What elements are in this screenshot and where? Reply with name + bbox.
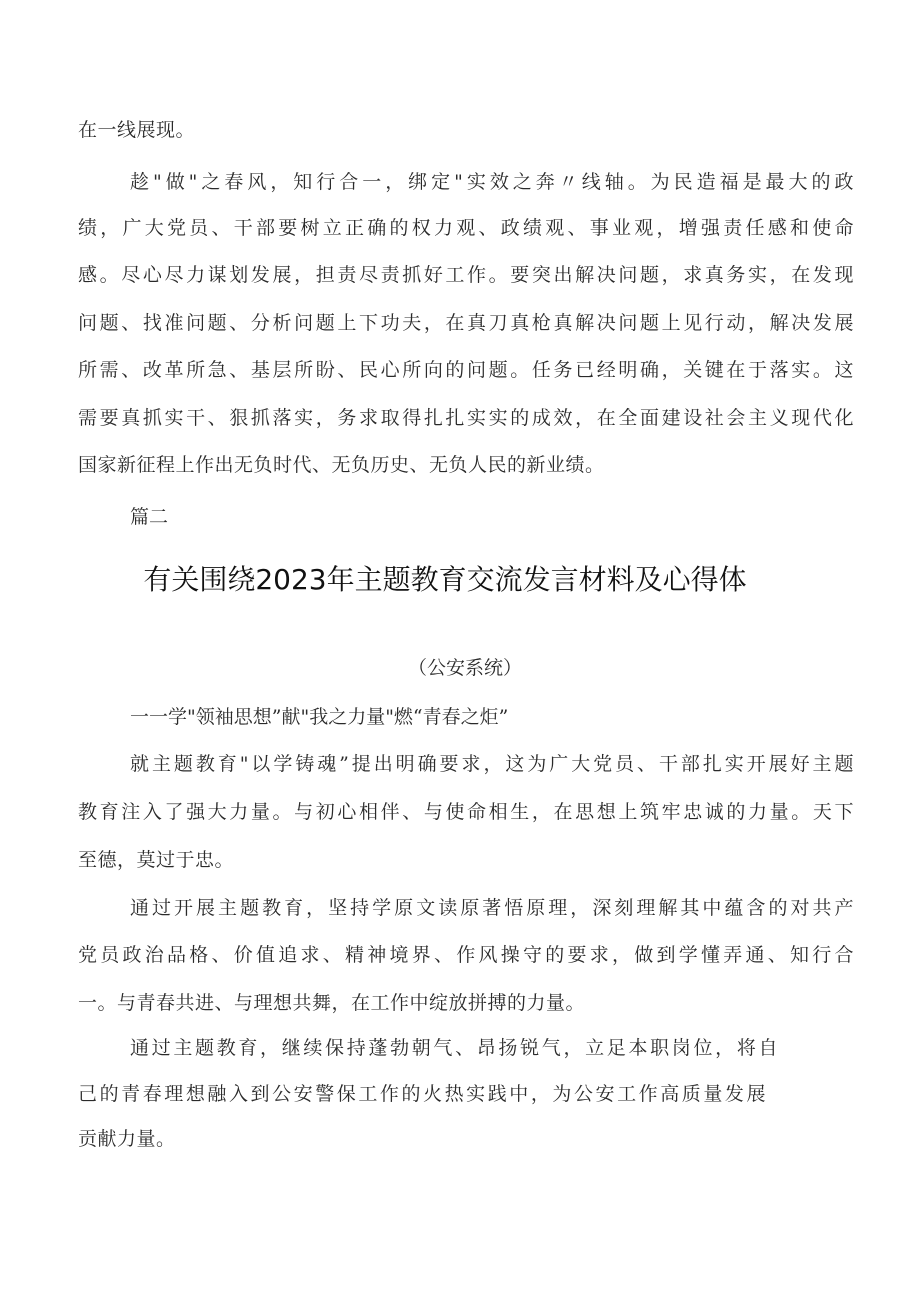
para1-line-5: 所需、改革所急、基层所盼、民心所向的问题。任务已经明确，关键在于落实。这 — [78, 359, 854, 381]
para3-line-2: 党员政治品格、价值追求、精神境界、作风操守的要求，做到学懂弄通、知行合 — [78, 944, 854, 966]
para1-line-2: 绩，广大党员、干部要树立正确的权力观、政绩观、事业观，增强责任感和使命 — [78, 217, 854, 239]
para2-line-1: 就主题教育"以学铸魂”提出明确要求，这为广大党员、干部扎实开展好主题 — [130, 753, 854, 775]
section-heading: 一一学"领袖思想”献"我之力量"燃“青春之炬” — [130, 706, 509, 728]
para1-line-7: 国家新征程上作出无负时代、无负历史、无负人民的新业绩。 — [78, 454, 605, 476]
para3-line-3: 一。与青春共进、与理想共舞，在工作中绽放拼搏的力量。 — [78, 992, 586, 1014]
para1-line-3: 感。尽心尽力谋划发展，担责尽责抓好工作。要突出解决问题，求真务实，在发现 — [78, 264, 854, 286]
para4-line-3: 贡献力量。 — [78, 1128, 176, 1150]
para4-line-2: 己的青春理想融入到公安警保工作的火热实践中，为公安工作高质量发展 — [78, 1083, 766, 1105]
para1-line-4: 问题、找准问题、分析问题上下功夫，在真刀真枪真解决问题上见行动，解决发展 — [78, 312, 854, 334]
para2-line-3: 至德，莫过于忠。 — [78, 849, 235, 871]
document-title: 有关围绕2023年主题教育交流发言材料及心得体 — [143, 563, 747, 596]
document-subtitle: （公安系统） — [407, 657, 522, 679]
para1-line-6: 需要真抓实干、狠抓落实，务求取得扎扎实实的成效，在全面建设社会主义现代化 — [78, 407, 854, 429]
section-label: 篇二 — [130, 506, 169, 528]
para1-line-1: 趁"做"之春风，知行合一，绑定"实效之奔〃线轴。为民造福是最大的政 — [130, 171, 854, 193]
para2-line-2: 教育注入了强大力量。与初心相伴、与使命相生，在思想上筑牢忠诚的力量。天下 — [78, 801, 854, 823]
top-fragment: 在一线展现。 — [78, 119, 196, 141]
para4-line-1: 通过主题教育，继续保持蓬勃朝气、昂扬锐气，立足本职岗位，将自 — [130, 1037, 778, 1059]
para3-line-1: 通过开展主题教育，坚持学原文读原著悟原理，深刻理解其中蕴含的对共产 — [130, 897, 854, 919]
